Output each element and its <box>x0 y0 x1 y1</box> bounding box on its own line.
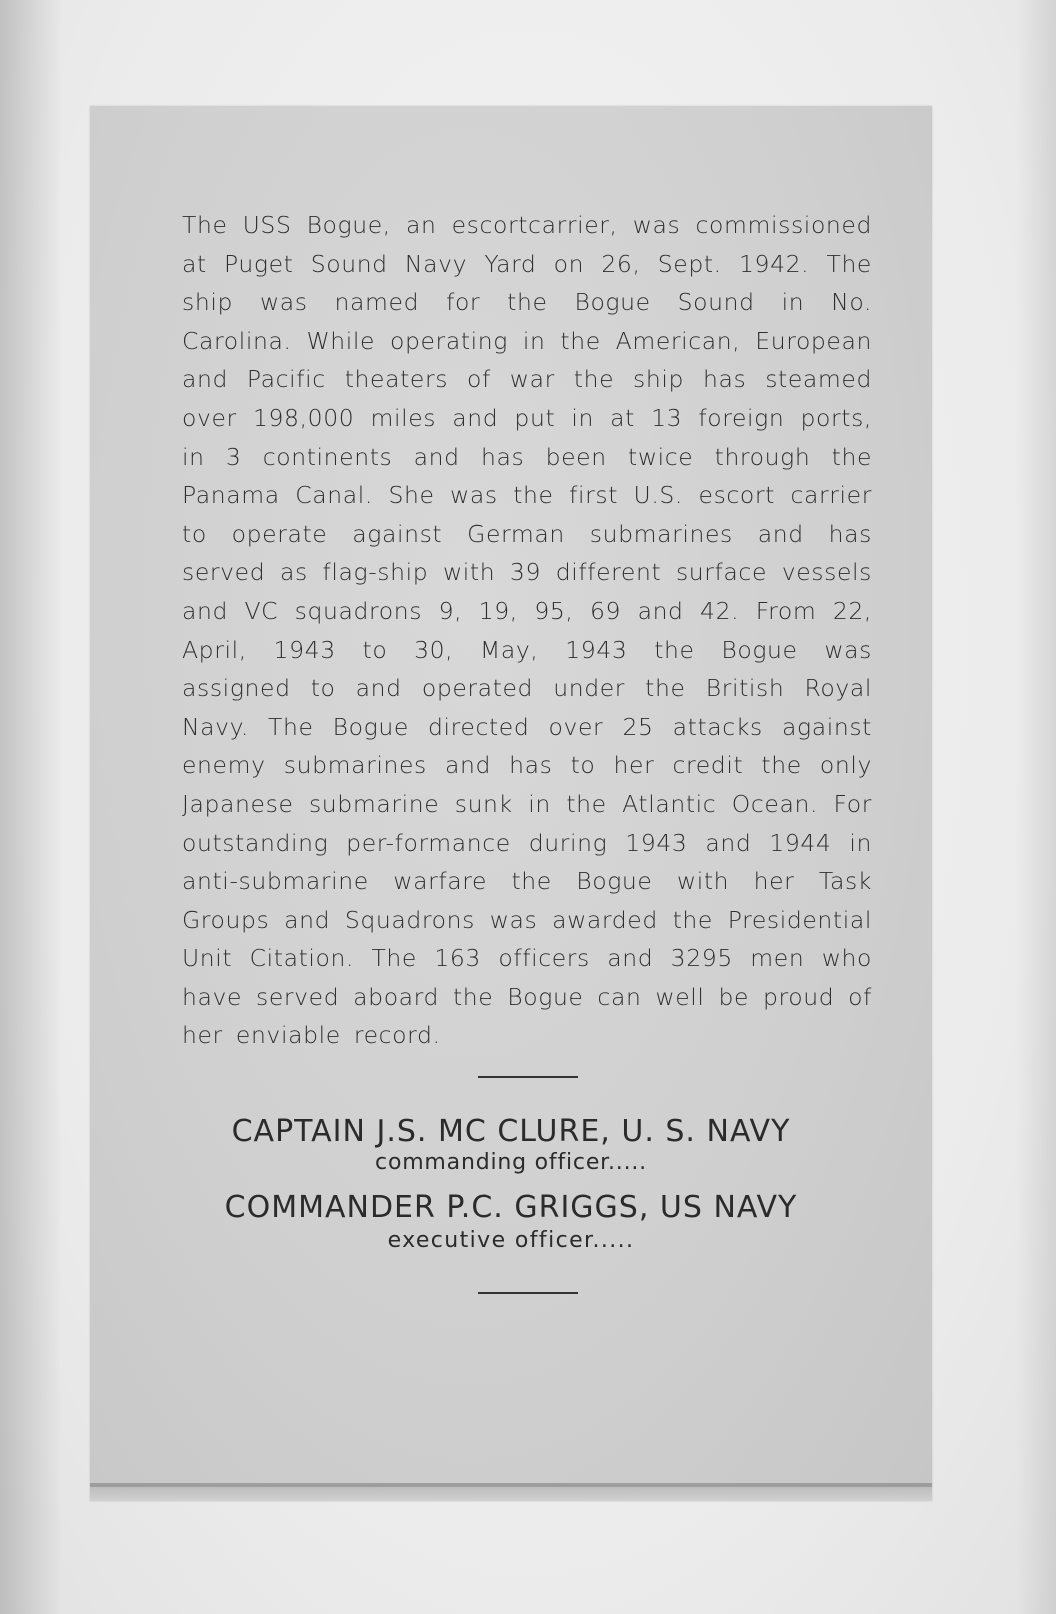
captain-title: commanding officer..... <box>375 1150 647 1175</box>
mounted-photo-plate <box>90 106 932 1501</box>
ship-history-text: The USS Bogue, an escortcarrier, was commissioned at Puget Sound Navy Yard on 26, Sept. 1942. The ship was named for the Bogue Sound in No. Carolina. While operating in the American, European and Pacific theaters of war the ship has steamed over 198,000 miles and put in at 13 foreign ports, in 3 continents and has been twice through the Panama Canal. She was the first U.S. escort carrier to operate against German submarines and has served as flag-ship with 39 different surface vessels and VC squadrons 9, 19, 95, 69 and 42. From 22, April, 1943 to 30, May, 1943 the Bogue was assigned to and operated under the British Royal Navy. The Bogue directed over 25 attacks against enemy submarines and has to her credit the only Japanese submarine sunk in the Atlantic Ocean. For outstanding per-formance during 1943 and 1944 in anti-submarine warfare the Bogue with her Task Groups and Squadrons was awarded the Presidential Unit Citation. The 163 officers and 3295 men who have served aboard the Bogue can well be proud of her enviable record. <box>182 211 872 1050</box>
page-binding-shadow <box>0 0 60 1614</box>
commander-name: COMMANDER P.C. GRIGGS, US NAVY <box>224 1190 798 1225</box>
divider-bottom <box>478 1292 578 1294</box>
page-edge-shadow <box>1016 0 1056 1614</box>
commander-title: executive officer..... <box>387 1228 635 1253</box>
plate-bottom-strip <box>90 1487 932 1501</box>
divider-top <box>478 1076 578 1078</box>
captain-name: CAPTAIN J.S. MC CLURE, U. S. NAVY <box>231 1114 791 1149</box>
